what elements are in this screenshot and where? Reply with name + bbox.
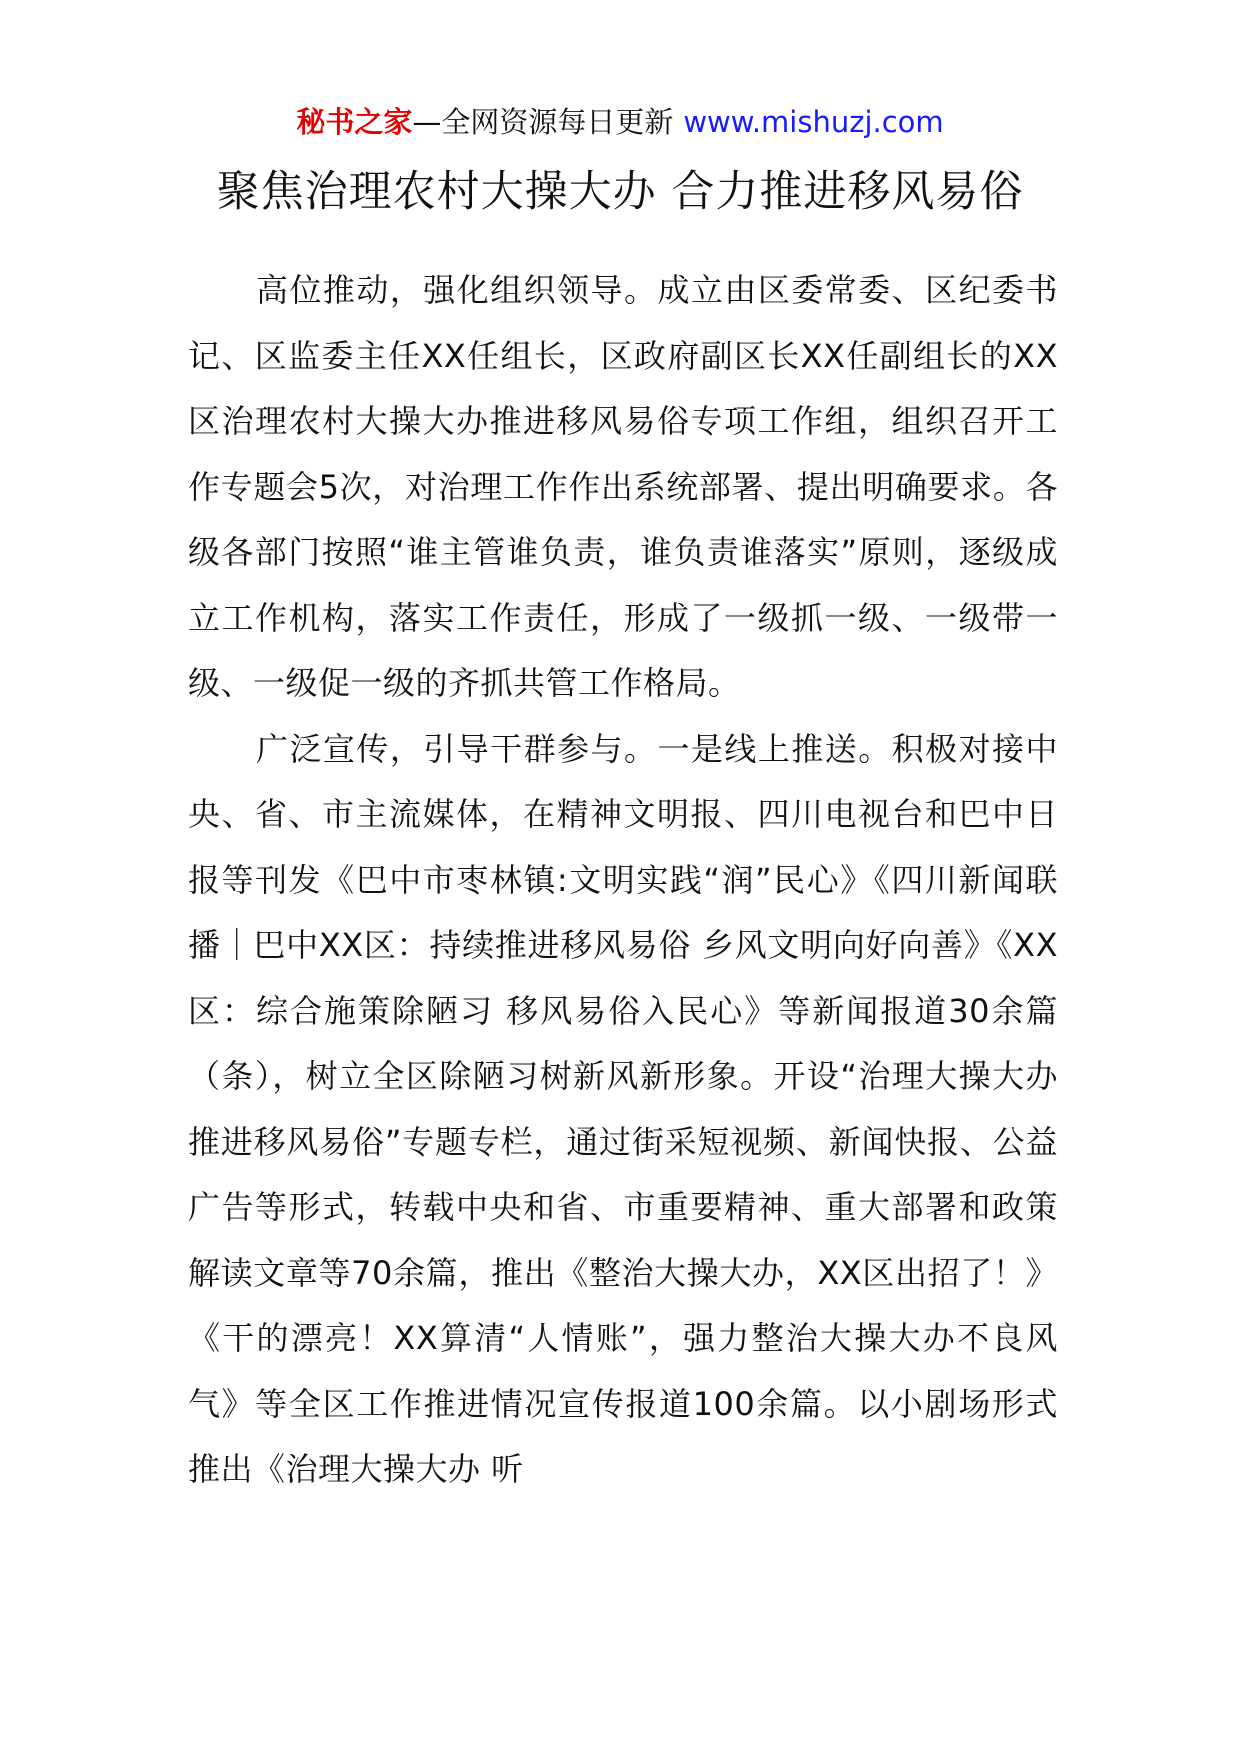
paragraph-2-text: 一是线上推送。积极对接中央、省、市主流媒体，在精神文明报、四川电视台和巴中日报等刊发《巴中市枣林镇:文明实践“润”民心》《四川新闻联播｜巴中XX区：持续推进移风易俗 乡风文明向好向善》《XX区：综合施策除陋习 移风易俗入民心》等新闻报道30余篇（条），树立全区除陋习树新风新形象。开设“治理大操大办 推进移风易俗”专题专栏，通过街采短视频、新闻快报、公益广告等形式，转载中央和省、市重要精神、重大部署和政策解读文章等70余篇，推出《整治大操大办，XX区出招了！》《干的漂亮！XX算清“人情账”，强力整治大操大办不良风气》等全区工作推进情况宣传报道100余篇。以小剧场形式推出《治理大操大办 听	[188, 729, 1058, 1488]
site-url-link[interactable]: www.mishuzj.com	[683, 105, 944, 139]
paragraph-1-text: 成立由区委常委、区纪委书记、区监委主任XX任组长，区政府副区长XX任副组长的XX区治理农村大操大办推进移风易俗专项工作组，组织召开工作专题会5次，对治理工作作出系统部署、提出明确要求。各级各部门按照“谁主管谁负责，谁负责谁落实”原则，逐级成立工作机构，落实工作责任，形成了一级抓一级、一级带一级、一级促一级的齐抓共管工作格局。	[188, 271, 1058, 702]
document-title: 聚焦治理农村大操大办 合力推进移风易俗	[216, 167, 1024, 217]
document-body	[188, 258, 1058, 1503]
site-tagline: —全网资源每日更新	[412, 105, 674, 139]
paragraph-2	[188, 717, 1058, 1503]
paragraph-2-lead: 广泛宣传，引导干群参与。	[256, 729, 658, 768]
paragraph-1	[188, 258, 1058, 717]
paragraph-1-lead: 高位推动，强化组织领导。	[256, 271, 658, 309]
site-brand: 秘书之家	[296, 105, 413, 139]
site-header	[0, 102, 1240, 142]
